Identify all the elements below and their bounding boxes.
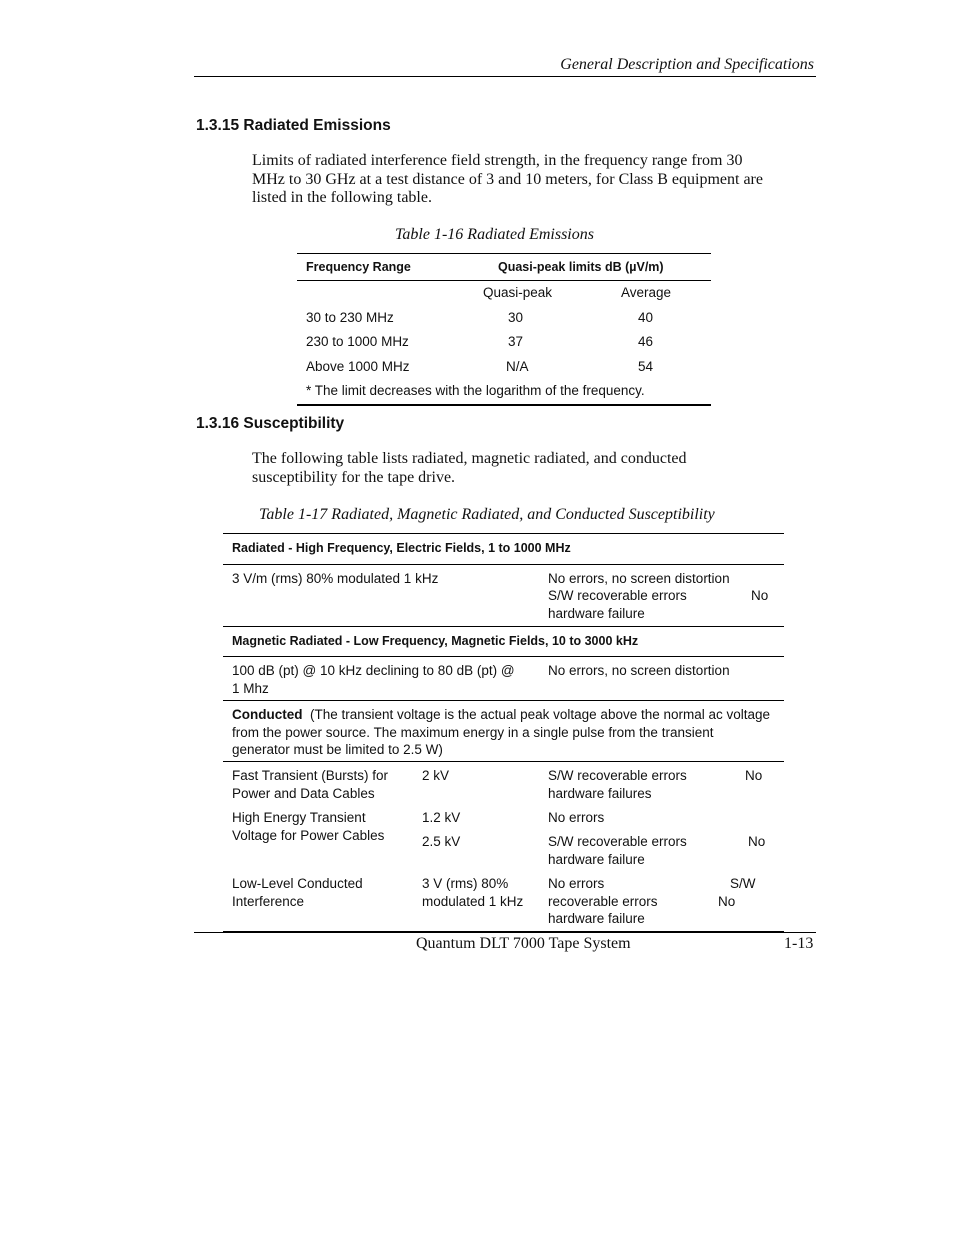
table-row xyxy=(297,306,711,331)
average-cell: 54 xyxy=(638,358,654,374)
table-caption-1-17: Table 1-17 Radiated, Magnetic Radiated, and Conducted Susceptibility xyxy=(259,506,715,523)
fast-transient-label xyxy=(232,767,388,802)
fast-transient-no: No xyxy=(745,768,763,783)
result-line: hardware failure xyxy=(548,851,645,867)
quasi-peak-cell: 30 xyxy=(508,309,524,325)
quasi-peak-cell: 37 xyxy=(508,334,524,349)
result-line: S/W recoverable errors xyxy=(548,768,687,783)
radiated-result xyxy=(548,570,730,623)
label-line: Low-Level Conducted xyxy=(232,876,363,891)
result-line: hardware failures xyxy=(548,785,652,801)
table-header-row xyxy=(297,254,711,281)
running-header: General Description and Specifications xyxy=(560,56,814,73)
low-level-value xyxy=(422,875,523,910)
conducted-rows xyxy=(223,762,784,931)
low-level-sw: S/W xyxy=(730,876,756,891)
label-line: Fast Transient (Bursts) for xyxy=(232,768,389,783)
table-footnote-row xyxy=(297,379,711,406)
sub-header-average: Average xyxy=(621,285,672,300)
table-row xyxy=(297,355,711,380)
value-line: modulated 1 kHz xyxy=(422,893,524,909)
sub-header-quasi-peak: Quasi-peak xyxy=(483,285,553,300)
result-line: No errors, no screen distortion xyxy=(548,570,730,586)
average-cell: 46 xyxy=(638,334,654,349)
radiated-section-header: Radiated - High Frequency, Electric Fields, 1 to 1000 MHz xyxy=(232,541,571,555)
low-level-result xyxy=(548,875,658,928)
condition-line: 1 Mhz xyxy=(232,680,269,696)
condition-line: 100 dB (pt) @ 10 kHz declining to 80 dB (pt) @ xyxy=(232,663,515,678)
high-energy-value-1: 1.2 kV xyxy=(422,810,461,825)
paragraph-line: listed in the following table. xyxy=(252,189,432,206)
quasi-peak-cell: N/A xyxy=(506,358,529,374)
frequency-range-cell: 230 to 1000 MHz xyxy=(306,334,409,349)
label-line: Interference xyxy=(232,893,305,909)
fast-transient-result xyxy=(548,767,687,802)
conducted-label: Conducted xyxy=(232,707,303,722)
section-heading-radiated-emissions: 1.3.15 Radiated Emissions xyxy=(196,117,391,134)
table-row xyxy=(297,330,711,355)
magnetic-condition xyxy=(232,662,515,697)
conducted-note xyxy=(223,701,784,761)
low-level-label xyxy=(232,875,363,910)
high-energy-result-1: No errors xyxy=(548,810,605,825)
magnetic-section-header: Magnetic Radiated - Low Frequency, Magnetic Fields, 10 to 3000 kHz xyxy=(232,633,639,648)
average-cell: 40 xyxy=(638,309,654,325)
col-header-frequency-range: Frequency Range xyxy=(306,260,411,274)
page-number: 1-13 xyxy=(784,935,814,952)
susceptibility-paragraph xyxy=(252,450,812,487)
result-line: hardware failure xyxy=(548,605,645,621)
frequency-range-cell: 30 to 230 MHz xyxy=(306,309,394,325)
magnetic-result: No errors, no screen distortion xyxy=(548,663,730,678)
paragraph-line: MHz to 30 GHz at a test distance of 3 and 10 meters, for Class B equipment are xyxy=(252,170,763,188)
table-footnote: * The limit decreases with the logarithm of the frequency. xyxy=(306,383,645,398)
section-heading-susceptibility: 1.3.16 Susceptibility xyxy=(196,415,345,432)
radiated-emissions-table xyxy=(297,253,711,406)
result-line: recoverable errors xyxy=(548,893,658,909)
value-line: 3 V (rms) 80% xyxy=(422,876,509,891)
result-line: S/W recoverable errors xyxy=(548,588,687,603)
footer-title: Quantum DLT 7000 Tape System xyxy=(416,935,631,952)
radiated-emissions-paragraph xyxy=(252,152,812,208)
note-line: from the power source. The maximum energy in a single pulse from the transient xyxy=(232,724,714,740)
table-subheader-row xyxy=(297,281,711,306)
fast-transient-value: 2 kV xyxy=(422,768,450,783)
radiated-condition: 3 V/m (rms) 80% modulated 1 kHz xyxy=(232,570,439,586)
note-line: (The transient voltage is the actual peak voltage above the normal ac voltage xyxy=(310,707,771,722)
radiated-row xyxy=(223,565,784,626)
paragraph-line: susceptibility for the tape drive. xyxy=(252,468,456,486)
paragraph-line: Limits of radiated interference field strength, in the frequency range from 30 xyxy=(252,152,743,169)
high-energy-label xyxy=(232,809,384,844)
low-level-no: No xyxy=(718,894,736,909)
paragraph-line: The following table lists radiated, magnetic radiated, and conducted xyxy=(252,450,687,467)
note-line: generator must be limited to 2.5 W) xyxy=(232,742,443,757)
col-header-quasi-peak-limits: Quasi-peak limits dB (µV/m) xyxy=(498,260,664,274)
radiated-no: No xyxy=(751,587,769,603)
label-line: Voltage for Power Cables xyxy=(232,827,385,843)
table-caption-1-16: Table 1-16 Radiated Emissions xyxy=(395,226,594,243)
label-line: Power and Data Cables xyxy=(232,785,375,801)
header-rule xyxy=(194,76,816,77)
result-line: No errors xyxy=(548,876,605,891)
result-line: hardware failure xyxy=(548,911,645,926)
high-energy-value-2: 2.5 kV xyxy=(422,834,461,849)
high-energy-result-2 xyxy=(548,833,687,868)
frequency-range-cell: Above 1000 MHz xyxy=(306,358,410,374)
footer-rule xyxy=(194,932,816,933)
magnetic-row xyxy=(223,657,784,700)
result-line: S/W recoverable errors xyxy=(548,834,687,849)
susceptibility-table xyxy=(223,533,784,932)
label-line: High Energy Transient xyxy=(232,810,366,825)
high-energy-no: No xyxy=(748,834,766,849)
conducted-note-text xyxy=(232,706,782,759)
